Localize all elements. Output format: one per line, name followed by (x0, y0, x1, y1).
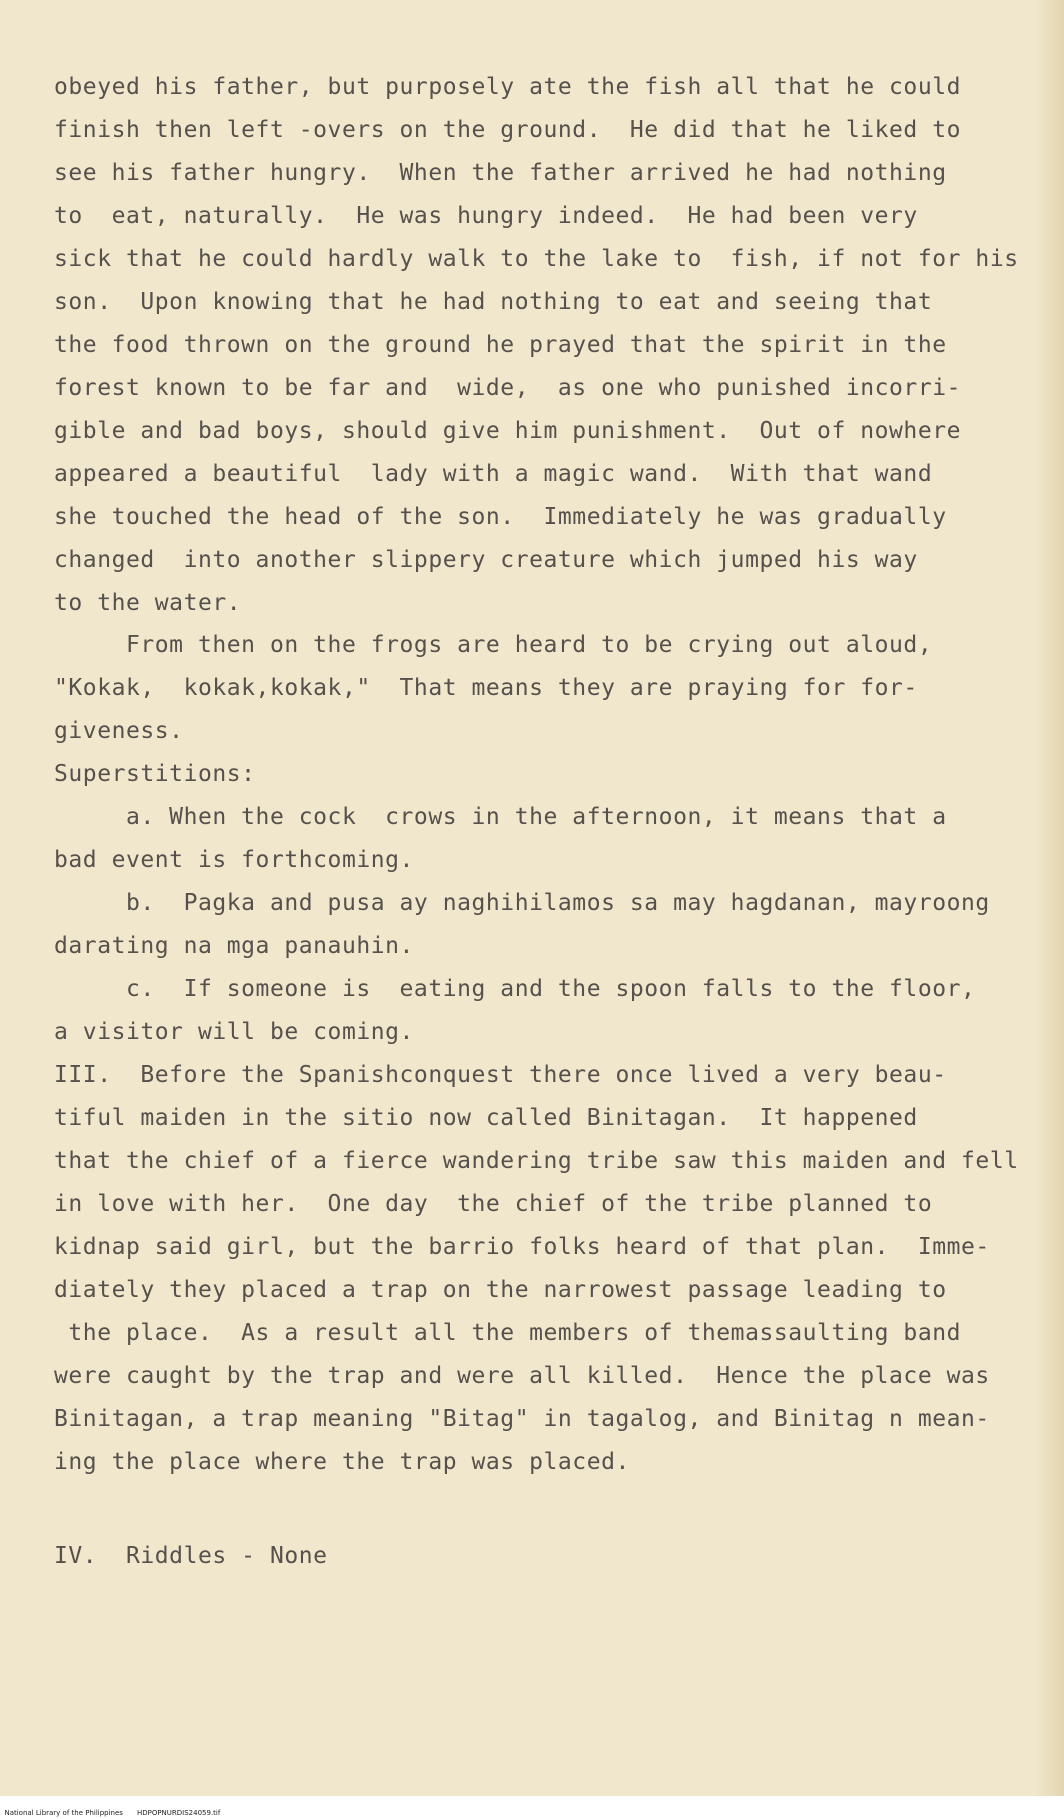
text-line: From then on the frogs are heard to be crying out aloud, (54, 632, 933, 658)
text-line: a. When the cock crows in the afternoon, it means that a (54, 804, 947, 830)
text-line: tiful maiden in the sitio now called Binitagan. It happened (54, 1105, 918, 1131)
text-line: see his father hungry. When the father arrived he had nothing (54, 160, 947, 186)
text-line: giveness. (54, 718, 184, 744)
paper-edge-shade (1036, 0, 1064, 1796)
text-line: to eat, naturally. He was hungry indeed. He had been very (54, 203, 918, 229)
text-line: darating na mga panauhin. (54, 933, 414, 959)
text-line: she touched the head of the son. Immediately he was gradually (54, 504, 947, 530)
text-line: appeared a beautiful lady with a magic wand. With that wand (54, 461, 933, 487)
text-line: finish then left -overs on the ground. He did that he liked to (54, 117, 962, 143)
text-line: "Kokak, kokak,kokak," That means they are praying for for- (54, 675, 918, 701)
text-line: were caught by the trap and were all killed. Hence the place was (54, 1363, 990, 1389)
file-name: HDPOPNURDIS24059.tif (136, 1809, 221, 1817)
section-heading: IV. Riddles - None (54, 1543, 328, 1569)
text-line: Binitagan, a trap meaning "Bitag" in tagalog, and Binitag n mean- (54, 1406, 990, 1432)
library-label: National Library of the Philippines (4, 1809, 123, 1817)
text-line: ing the place where the trap was placed. (54, 1449, 630, 1475)
text-line: to the water. (54, 590, 242, 616)
text-line: obeyed his father, but purposely ate the fish all that he could (54, 74, 962, 100)
text-line: kidnap said girl, but the barrio folks heard of that plan. Imme- (54, 1234, 990, 1260)
text-line: III. Before the Spanishconquest there once lived a very beau- (54, 1062, 947, 1088)
text-line: c. If someone is eating and the spoon falls to the floor, (54, 976, 976, 1002)
text-line: changed into another slippery creature which jumped his way (54, 547, 918, 573)
scan-footer (0, 1797, 1064, 1817)
text-line: son. Upon knowing that he had nothing to eat and seeing that (54, 289, 933, 315)
text-line: the place. As a result all the members of themassaulting band (54, 1320, 962, 1346)
text-line: b. Pagka and pusa ay naghihilamos sa may hagdanan, mayroong (54, 890, 990, 916)
text-line: the food thrown on the ground he prayed that the spirit in the (54, 332, 947, 358)
text-line: gible and bad boys, should give him punishment. Out of nowhere (54, 418, 962, 444)
text-line: that the chief of a fierce wandering tribe saw this maiden and fell (54, 1148, 1019, 1174)
text-line: bad event is forthcoming. (54, 847, 414, 873)
text-line: a visitor will be coming. (54, 1019, 414, 1045)
text-line: diately they placed a trap on the narrowest passage leading to (54, 1277, 947, 1303)
text-line: in love with her. One day the chief of the tribe planned to (54, 1191, 933, 1217)
section-heading: Superstitions: (54, 761, 256, 787)
text-line: forest known to be far and wide, as one who punished incorri- (54, 375, 962, 401)
text-line: sick that he could hardly walk to the lake to fish, if not for his (54, 246, 1019, 272)
